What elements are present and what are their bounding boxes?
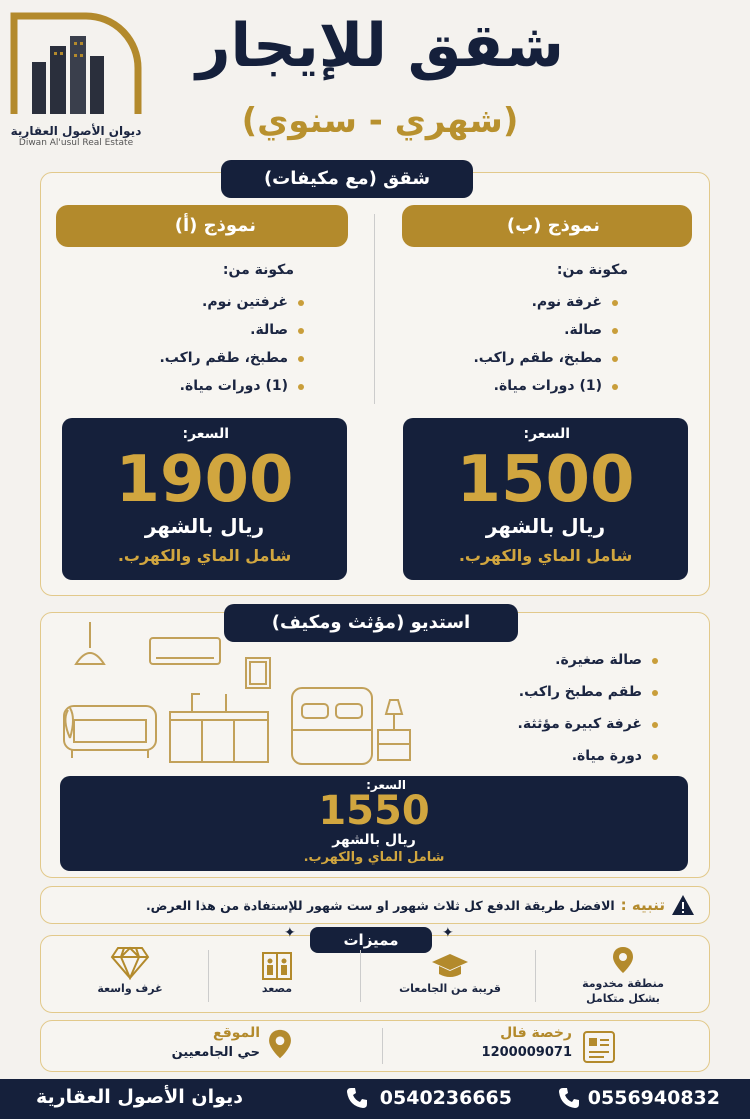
- model-a-list: [56, 294, 306, 406]
- price-value: 1550: [318, 788, 430, 834]
- page-subtitle: (شهري - سنوي): [241, 101, 519, 141]
- list-item: طقم مطبخ راكب.: [470, 684, 660, 700]
- license-icon: [582, 1030, 616, 1068]
- price-label: السعر:: [523, 426, 570, 442]
- notice-bar: [40, 886, 710, 924]
- feature-divider: [535, 950, 536, 1002]
- price-label: السعر:: [366, 778, 406, 792]
- feature-divider: [360, 950, 361, 1002]
- feature-item: مصعد: [232, 950, 322, 995]
- price-unit: ريال بالشهر: [332, 832, 416, 848]
- list-item: مطبخ، طقم راكب.: [56, 350, 306, 366]
- model-a-label: نموذج (أ): [56, 205, 348, 247]
- list-item: (1) دورات مياة.: [402, 378, 620, 394]
- footer-bar: [0, 1079, 750, 1119]
- logo-name-ar: ديوان الأصول العقارية: [10, 124, 142, 138]
- model-a-price-box: [62, 418, 347, 580]
- model-a-intro: مكونة من:: [222, 262, 294, 278]
- logo-building-icon: [6, 6, 146, 126]
- price-unit: ريال بالشهر: [485, 514, 606, 538]
- sparkle-icon: ✦: [284, 925, 296, 941]
- sparkle-icon: ✦: [442, 925, 454, 941]
- feature-item: قريبة من الجامعات: [380, 950, 520, 995]
- price-note: شامل الماي والكهرب.: [117, 546, 292, 565]
- location-value: حي الجامعيين: [171, 1045, 260, 1060]
- list-item: غرفة كبيرة مؤثثة.: [470, 716, 660, 732]
- elevator-icon: [232, 950, 322, 982]
- logo: [6, 6, 146, 146]
- phone-number-1[interactable]: 0556940832: [587, 1087, 720, 1109]
- price-unit: ريال بالشهر: [144, 514, 265, 538]
- location-pin-icon: [558, 944, 688, 976]
- model-b-label: نموذج (ب): [402, 205, 692, 247]
- location-label: الموقع: [213, 1025, 260, 1041]
- apartments-section-title: شقق (مع مكيفات): [221, 160, 473, 198]
- price-note: شامل الماي والكهرب.: [458, 546, 633, 565]
- footer-brand: ديوان الأصول العقارية: [36, 1086, 243, 1108]
- model-b-list: [402, 294, 620, 406]
- page-title: شقق للإيجار: [195, 11, 565, 81]
- features-title: مميزات: [310, 927, 432, 953]
- price-label: السعر:: [182, 426, 229, 442]
- info-divider: [382, 1028, 383, 1064]
- list-item: صالة صغيرة.: [470, 652, 660, 668]
- list-item: مطبخ، طقم راكب.: [402, 350, 620, 366]
- price-note: شامل الماي والكهرب.: [303, 850, 445, 865]
- warning-icon: [671, 894, 695, 916]
- diamond-icon: [82, 944, 178, 982]
- furniture-illustration-icon: [56, 620, 416, 770]
- graduation-cap-icon: [380, 950, 520, 982]
- list-item: غرفة نوم.: [402, 294, 620, 310]
- list-item: غرفتين نوم.: [56, 294, 306, 310]
- license-number: 1200009071: [481, 1045, 572, 1060]
- phone-number-2[interactable]: 0540236665: [379, 1087, 512, 1109]
- notice-text: الافضل طريقة الدفع كل ثلاث شهور او ست شهور للإستفادة من هذا العرض.: [145, 897, 615, 913]
- studio-list: [470, 652, 660, 780]
- model-b-intro: مكونة من:: [556, 262, 628, 278]
- feature-item: غرف واسعة: [82, 944, 178, 995]
- phone-icon: [558, 1087, 580, 1109]
- logo-name-en: Diwan Al'usul Real Estate: [18, 138, 134, 148]
- location-pin-icon: [268, 1028, 292, 1064]
- notice-label: تنبيه :: [620, 896, 665, 914]
- list-item: دورة مياة.: [470, 748, 660, 764]
- list-item: (1) دورات مياة.: [56, 378, 306, 394]
- section-divider: [374, 214, 375, 404]
- price-value: 1900: [115, 443, 294, 517]
- studio-price-box: [60, 776, 688, 871]
- list-item: صالة.: [402, 322, 620, 338]
- license-label: رخصة فال: [500, 1025, 572, 1041]
- price-value: 1500: [456, 443, 635, 517]
- feature-item: منطقة مخدومة بشكل متكامل: [558, 944, 688, 1006]
- phone-icon: [346, 1087, 368, 1109]
- studio-section-title: استديو (مؤثث ومكيف): [224, 604, 518, 642]
- feature-divider: [208, 950, 209, 1002]
- list-item: صالة.: [56, 322, 306, 338]
- model-b-price-box: [403, 418, 688, 580]
